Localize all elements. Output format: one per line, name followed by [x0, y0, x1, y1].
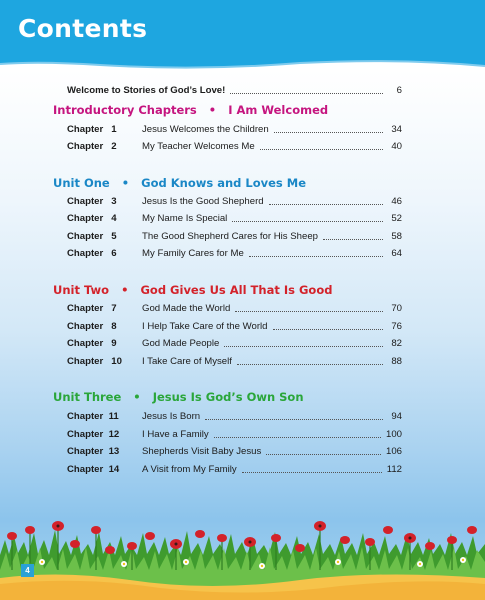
- chapter-title: God Made the World: [142, 303, 231, 314]
- dot-leader: [224, 345, 383, 347]
- chapter-label: Chapter 10: [67, 356, 122, 367]
- section-unit: Unit One: [53, 176, 110, 190]
- section-unit: Unit Three: [53, 390, 122, 404]
- chapter-label: Chapter 5: [67, 231, 117, 242]
- toc-entry[interactable]: [67, 303, 402, 315]
- chapter-label: Chapter 1: [67, 124, 117, 135]
- page-number: 106: [385, 446, 402, 457]
- dot-leader: [242, 471, 382, 473]
- dot-leader: [266, 453, 381, 455]
- section-unit: Introductory Chapters: [53, 103, 197, 117]
- bullet-separator: •: [113, 283, 137, 297]
- chapter-title: God Made People: [142, 338, 220, 349]
- section-title: Jesus Is God’s Own Son: [152, 390, 304, 404]
- chapter-title: Jesus Is the Good Shepherd: [142, 196, 264, 207]
- dot-leader: [214, 436, 381, 438]
- page-number: 40: [391, 141, 402, 152]
- toc-entry[interactable]: [67, 124, 402, 136]
- chapter-label: Chapter 13: [67, 446, 120, 457]
- page-number: 76: [391, 321, 402, 332]
- chapter-label: Chapter 7: [67, 303, 117, 314]
- toc-entry[interactable]: [67, 213, 402, 225]
- chapter-title: The Good Shepherd Cares for His Sheep: [142, 231, 318, 242]
- meadow-illustration: [0, 500, 485, 600]
- section-title: I Am Welcomed: [228, 103, 329, 117]
- section-heading-unit-two: [53, 283, 332, 297]
- chapter-label: Chapter 11: [67, 411, 119, 422]
- chapter-title: Jesus Welcomes the Children: [142, 124, 269, 135]
- bullet-separator: •: [125, 390, 149, 404]
- dot-leader: [205, 418, 383, 420]
- dot-leader: [237, 363, 383, 365]
- dot-leader: [269, 203, 383, 205]
- toc-entry[interactable]: [67, 196, 402, 208]
- dot-leader: [249, 255, 383, 257]
- chapter-label: Chapter 12: [67, 429, 120, 440]
- toc-entry-welcome[interactable]: [67, 85, 402, 97]
- chapter-label: Chapter 4: [67, 213, 117, 224]
- page-number: 34: [391, 124, 402, 135]
- toc-entry[interactable]: [67, 338, 402, 350]
- chapter-title: I Have a Family: [142, 429, 209, 440]
- chapter-title: Shepherds Visit Baby Jesus: [142, 446, 262, 457]
- welcome-title: Welcome to Stories of God’s Love!: [67, 85, 226, 96]
- dot-leader: [230, 92, 383, 94]
- dot-leader: [273, 328, 384, 330]
- chapter-label: Chapter 9: [67, 338, 117, 349]
- chapter-title: A Visit from My Family: [142, 464, 237, 475]
- page-number: 94: [391, 411, 402, 422]
- chapter-title: My Teacher Welcomes Me: [142, 141, 255, 152]
- toc-entry[interactable]: [67, 321, 402, 333]
- page-number: 112: [386, 464, 402, 475]
- toc-entry[interactable]: [67, 464, 402, 476]
- page-number: 100: [385, 429, 402, 440]
- toc-entry[interactable]: [67, 248, 402, 260]
- dot-leader: [232, 220, 383, 222]
- toc-entry[interactable]: [67, 356, 402, 368]
- chapter-label: Chapter 14: [67, 464, 120, 475]
- toc-entry[interactable]: [67, 446, 402, 458]
- section-heading-unit-three: [53, 390, 304, 404]
- dot-leader: [274, 131, 383, 133]
- dot-leader: [235, 310, 383, 312]
- chapter-title: Jesus Is Born: [142, 411, 201, 422]
- section-unit: Unit Two: [53, 283, 110, 297]
- section-heading-unit-one: [53, 176, 306, 190]
- page-number: 70: [391, 303, 402, 314]
- page-number: 52: [391, 213, 402, 224]
- chapter-label: Chapter 3: [67, 196, 117, 207]
- toc-entry[interactable]: [67, 429, 402, 441]
- page-number-badge: 4: [21, 564, 34, 577]
- section-title: God Gives Us All That Is Good: [140, 283, 333, 297]
- page-number: 64: [391, 248, 402, 259]
- chapter-title: I Take Care of Myself: [142, 356, 232, 367]
- section-heading-introductory: [53, 103, 328, 117]
- chapter-label: Chapter 8: [67, 321, 117, 332]
- bullet-separator: •: [113, 176, 138, 190]
- page-number: 6: [396, 85, 402, 96]
- chapter-label: Chapter 6: [67, 248, 117, 259]
- page-number: 88: [391, 356, 402, 367]
- page-number: 82: [391, 338, 402, 349]
- chapter-title: I Help Take Care of the World: [142, 321, 268, 332]
- chapter-label: Chapter 2: [67, 141, 117, 152]
- chapter-title: My Family Cares for Me: [142, 248, 244, 259]
- dot-leader: [323, 238, 383, 240]
- chapter-title: My Name Is Special: [142, 213, 228, 224]
- toc-entry[interactable]: [67, 141, 402, 153]
- page-title: Contents: [18, 14, 148, 43]
- page-number: 46: [391, 196, 402, 207]
- page-number: 58: [391, 231, 402, 242]
- section-title: God Knows and Loves Me: [141, 176, 306, 190]
- dot-leader: [260, 148, 383, 150]
- toc-entry[interactable]: [67, 231, 402, 243]
- toc-entry[interactable]: [67, 411, 402, 423]
- bullet-separator: •: [200, 103, 225, 117]
